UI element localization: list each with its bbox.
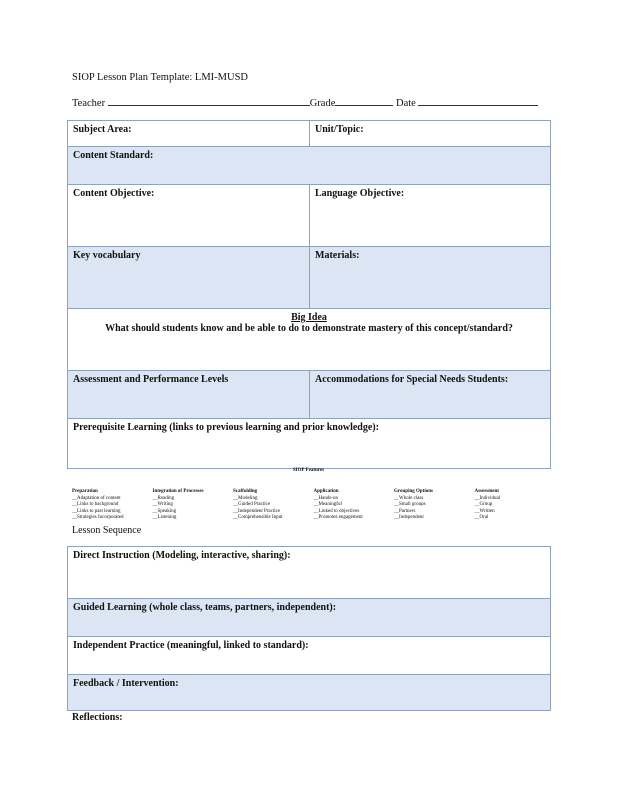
grade-label: Grade: [309, 98, 336, 109]
siop-item[interactable]: __Independent: [394, 515, 424, 521]
siop-item[interactable]: __Writing: [152, 502, 173, 508]
siop-features-title: SIOP Features: [292, 468, 325, 473]
materials-label: Materials:: [315, 250, 360, 261]
language-objective-label: Language Objective:: [315, 188, 405, 199]
siop-column-header: Assessment: [474, 489, 499, 494]
siop-item[interactable]: __Comprehensible Input: [233, 515, 283, 521]
siop-column-header: Grouping Options: [394, 489, 433, 494]
siop-column-header: Application: [313, 489, 339, 494]
siop-column-application: [314, 489, 395, 522]
prerequisite-label: Prerequisite Learning (links to previous learning and prior knowledge):: [73, 422, 379, 433]
siop-column-integration: [153, 489, 234, 522]
siop-item[interactable]: __Oral: [474, 515, 489, 521]
siop-column-header: Integration of Processes: [152, 489, 204, 494]
siop-item[interactable]: __Written: [474, 508, 495, 514]
siop-item[interactable]: __Speaking: [152, 508, 177, 514]
big-idea-title: Big Idea: [291, 312, 327, 323]
key-vocabulary-label: Key vocabulary: [73, 250, 141, 261]
direct-instruction-cell[interactable]: [68, 547, 551, 599]
big-idea-cell[interactable]: [68, 309, 551, 371]
content-standard-cell[interactable]: [68, 147, 551, 185]
unit-topic-cell[interactable]: [310, 121, 551, 147]
siop-item[interactable]: __Hands-on: [313, 495, 338, 501]
siop-item[interactable]: __Meaningful: [313, 502, 342, 508]
subject-area-cell[interactable]: [68, 121, 310, 147]
subject-area-label: Subject Area:: [73, 124, 132, 135]
siop-item[interactable]: __Group: [474, 502, 493, 508]
unit-topic-label: Unit/Topic:: [315, 124, 364, 135]
siop-column-preparation: [72, 489, 153, 522]
grade-field[interactable]: [335, 96, 393, 106]
siop-column-header: Scaffolding: [233, 489, 258, 494]
direct-instruction-label: Direct Instruction (Modeling, interactive, sharing):: [73, 550, 291, 561]
siop-features-grid: [72, 489, 555, 522]
lesson-plan-table: [67, 120, 551, 469]
siop-item[interactable]: __Guided Practice: [233, 502, 271, 508]
siop-item[interactable]: __Promotes engagement: [313, 515, 363, 521]
key-vocabulary-cell[interactable]: [68, 247, 310, 309]
siop-item[interactable]: __Links to background: [72, 502, 119, 508]
big-idea-question: What should students know and be able to do to demonstrate mastery of this concept/standard?: [105, 323, 513, 334]
siop-item[interactable]: __Reading: [152, 495, 175, 501]
siop-item[interactable]: __Linked to objectives: [313, 508, 360, 514]
content-standard-label: Content Standard:: [73, 150, 154, 161]
siop-item[interactable]: __Independent Practice: [233, 508, 281, 514]
siop-item[interactable]: __Whole class: [394, 495, 424, 501]
feedback-intervention-label: Feedback / Intervention:: [73, 678, 179, 689]
independent-practice-label: Independent Practice (meaningful, linked to standard):: [73, 640, 309, 651]
content-objective-cell[interactable]: [68, 185, 310, 247]
feedback-intervention-cell[interactable]: [68, 675, 551, 711]
accommodations-label: Accommodations for Special Needs Students:: [315, 374, 509, 385]
independent-practice-cell[interactable]: [68, 637, 551, 675]
lesson-sequence-table: [67, 546, 551, 711]
teacher-field[interactable]: [108, 96, 310, 106]
teacher-label: Teacher: [72, 98, 106, 109]
prerequisite-cell[interactable]: [68, 419, 551, 469]
siop-item[interactable]: __Listening: [152, 515, 177, 521]
reflections-label: Reflections:: [72, 712, 123, 723]
guided-learning-label: Guided Learning (whole class, teams, partners, independent):: [73, 602, 337, 613]
accommodations-cell[interactable]: [310, 371, 551, 419]
siop-item[interactable]: __Strategies Incorporated: [72, 515, 124, 521]
content-objective-label: Content Objective:: [73, 188, 155, 199]
siop-item[interactable]: __Individual: [474, 495, 501, 501]
lesson-sequence-label: Lesson Sequence: [72, 525, 142, 536]
page-title: SIOP Lesson Plan Template: LMI-MUSD: [72, 72, 249, 83]
assessment-label: Assessment and Performance Levels: [73, 374, 229, 385]
date-label: Date: [395, 98, 416, 109]
guided-learning-cell[interactable]: [68, 599, 551, 637]
assessment-cell[interactable]: [68, 371, 310, 419]
siop-column-grouping: [394, 489, 475, 522]
header-fields: [72, 96, 538, 109]
siop-column-assessment: [475, 489, 556, 522]
siop-column-header: Preparation: [72, 489, 98, 494]
materials-cell[interactable]: [310, 247, 551, 309]
siop-column-scaffolding: [233, 489, 314, 522]
siop-item[interactable]: __Small groups: [394, 502, 426, 508]
siop-item[interactable]: __Partners: [394, 508, 416, 514]
date-field[interactable]: [418, 96, 538, 106]
siop-item[interactable]: __Modeling: [233, 495, 258, 501]
language-objective-cell[interactable]: [310, 185, 551, 247]
siop-item[interactable]: __Adaptation of content: [72, 495, 121, 501]
siop-item[interactable]: __Links to past learning: [72, 508, 121, 514]
